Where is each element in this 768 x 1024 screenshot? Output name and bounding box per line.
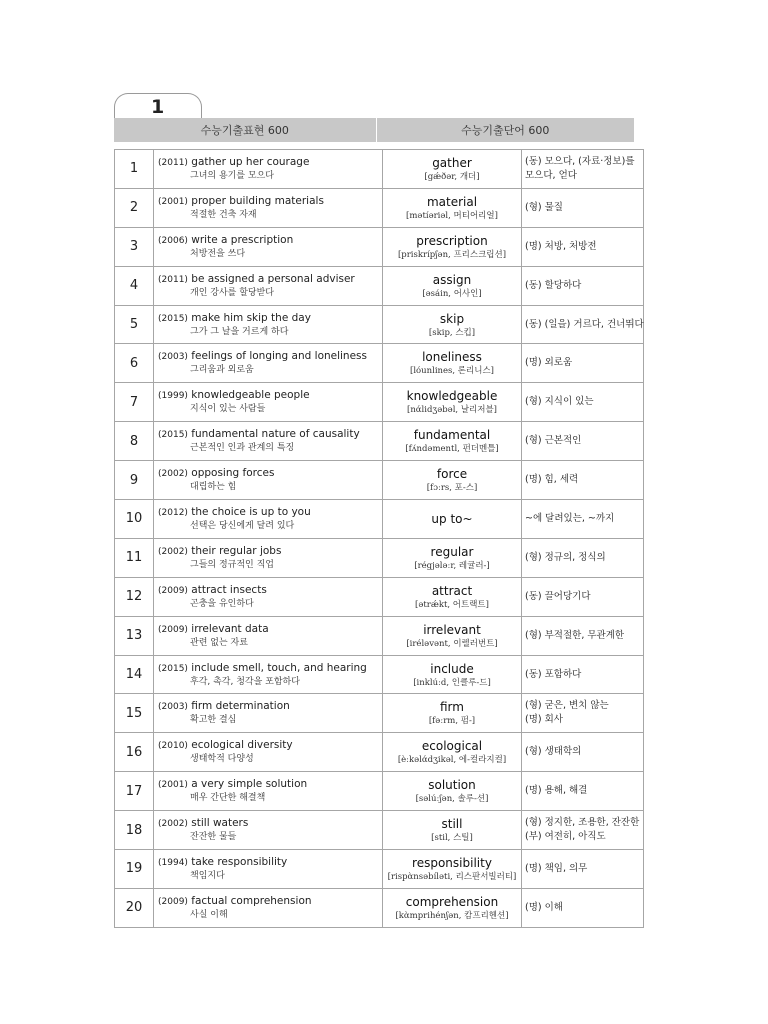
expression-cell (154, 383, 383, 422)
word-cell (383, 227, 522, 266)
headword: prescription (416, 233, 488, 248)
meaning-line: (형) 부적절한, 무관계한 (525, 629, 625, 641)
table-row (115, 305, 644, 344)
pronunciation: [rispὰnsəbíləti, 리스판서빌러티] (387, 871, 517, 882)
exam-year: (2003) (158, 702, 188, 713)
exam-year: (2002) (158, 546, 188, 557)
row-number: 19 (115, 850, 154, 889)
expression-translation: 매우 간단한 해결책 (190, 793, 266, 804)
row-number: 17 (115, 772, 154, 811)
section-number: 1 (151, 96, 165, 118)
table-header (114, 118, 634, 142)
table-row (115, 888, 644, 927)
expression-translation: 처방전을 쓰다 (190, 248, 246, 259)
row-number: 4 (115, 266, 154, 305)
exam-year: (2015) (158, 663, 188, 674)
expression-text: irrelevant data (191, 622, 269, 635)
expression-translation: 확고한 결심 (190, 715, 237, 726)
table-row (115, 655, 644, 694)
word-cell (383, 850, 522, 889)
word-cell (383, 266, 522, 305)
exam-year: (2001) (158, 780, 188, 791)
expression-cell (154, 850, 383, 889)
meaning-cell (522, 772, 644, 811)
expression-translation: 적절한 건축 자재 (190, 209, 257, 220)
exam-year: (2015) (158, 430, 188, 441)
meaning-line: (동) 할당하다 (525, 279, 582, 291)
exam-year: (2006) (158, 235, 188, 246)
expression-translation: 그들의 정규적인 직업 (190, 559, 274, 570)
exam-year: (2012) (158, 507, 188, 518)
table-row (115, 694, 644, 733)
expression-cell (154, 577, 383, 616)
exam-year: (2015) (158, 313, 188, 324)
word-cell (383, 616, 522, 655)
expression-text: their regular jobs (191, 544, 282, 557)
expression-translation: 사실 이해 (190, 909, 228, 920)
meaning-line: (명) 이해 (525, 901, 563, 913)
pronunciation: [régjələːr, 레귤러-] (414, 560, 490, 571)
meaning-line: (명) 힘, 세력 (525, 474, 579, 486)
meaning-line: (부) 여전히, 아직도 (525, 831, 606, 843)
expression-cell (154, 461, 383, 500)
meaning-cell (522, 227, 644, 266)
headword: up to~ (431, 511, 473, 526)
table-row (115, 538, 644, 577)
table-row (115, 733, 644, 772)
row-number: 11 (115, 538, 154, 577)
headword: knowledgeable (406, 389, 498, 404)
meaning-line: (명) 책임, 의무 (525, 862, 588, 874)
expression-text: still waters (191, 817, 249, 830)
table-row (115, 188, 644, 227)
expression-text: knowledgeable people (191, 389, 310, 402)
meaning-line: (형) 물질 (525, 201, 563, 213)
meaning-cell (522, 188, 644, 227)
pronunciation: [ətrǽkt, 어트랙트] (415, 599, 489, 610)
meaning-cell (522, 694, 644, 733)
expression-text: make him skip the day (191, 311, 311, 324)
meaning-line: ~에 달려있는, ~까지 (525, 512, 615, 524)
headword: irrelevant (423, 622, 481, 637)
expression-text: be assigned a personal adviser (191, 272, 355, 285)
meaning-cell (522, 305, 644, 344)
pronunciation: [fʌ́ndəmentl, 펀더멘틀] (405, 444, 499, 455)
exam-year: (2003) (158, 352, 188, 363)
meaning-cell (522, 383, 644, 422)
expression-cell (154, 344, 383, 383)
meaning-cell (522, 616, 644, 655)
expression-text: the choice is up to you (191, 505, 311, 518)
meaning-cell (522, 500, 644, 539)
expression-text: fundamental nature of causality (191, 428, 360, 441)
word-cell (383, 188, 522, 227)
expression-text: a very simple solution (191, 778, 308, 791)
row-number: 16 (115, 733, 154, 772)
exam-year: (2002) (158, 469, 188, 480)
expression-cell (154, 500, 383, 539)
word-cell (383, 422, 522, 461)
headword: firm (440, 700, 464, 715)
headword: material (426, 194, 478, 209)
headword: force (436, 467, 468, 482)
meaning-cell (522, 811, 644, 850)
meaning-line: (형) 생태학의 (525, 746, 582, 758)
row-number: 15 (115, 694, 154, 733)
headword: fundamental (413, 428, 491, 443)
expression-translation: 지식이 있는 사람들 (190, 404, 266, 415)
expression-translation: 책임지다 (190, 870, 225, 881)
pronunciation: [priskrípʃən, 프리스크립션] (397, 249, 507, 260)
expression-cell (154, 227, 383, 266)
expression-translation: 개인 강사를 할당받다 (190, 287, 274, 298)
meaning-line: (명) 회사 (525, 714, 563, 726)
meaning-cell (522, 344, 644, 383)
expression-translation: 곤충을 유인하다 (190, 598, 254, 609)
headword: ecological (421, 739, 483, 754)
word-cell (383, 500, 522, 539)
word-cell (383, 305, 522, 344)
exam-year: (2009) (158, 585, 188, 596)
word-cell (383, 694, 522, 733)
expression-text: ecological diversity (191, 739, 293, 752)
meaning-line: (명) 외로움 (525, 357, 573, 369)
headword: skip (439, 311, 465, 326)
exam-year: (2009) (158, 896, 188, 907)
pronunciation: [stil, 스틸] (431, 833, 473, 844)
table-row (115, 850, 644, 889)
meaning-line: (형) 지식이 있는 (525, 396, 594, 408)
exam-year: (2011) (158, 157, 188, 168)
pronunciation: [lóunlines, 론리니스] (410, 366, 494, 377)
table-row (115, 616, 644, 655)
meaning-line: (형) 정규의, 정식의 (525, 551, 606, 563)
meaning-line: (형) 굳은, 변치 않는 (525, 700, 609, 712)
word-cell (383, 655, 522, 694)
word-cell (383, 772, 522, 811)
expression-cell (154, 538, 383, 577)
row-number: 5 (115, 305, 154, 344)
exam-year: (2010) (158, 741, 188, 752)
expression-translation: 근본적인 인과 관계의 특징 (190, 443, 295, 454)
meaning-line: (동) 포함하다 (525, 668, 582, 680)
table-row (115, 344, 644, 383)
row-number: 3 (115, 227, 154, 266)
vocab-table (114, 149, 644, 928)
expression-text: take responsibility (191, 855, 288, 868)
expression-cell (154, 733, 383, 772)
row-number: 6 (115, 344, 154, 383)
row-number: 9 (115, 461, 154, 500)
table-row (115, 577, 644, 616)
expression-text: opposing forces (191, 467, 275, 480)
pronunciation: [səlúːʃən, 솔루-션] (415, 794, 489, 805)
pronunciation: [fɔːrs, 포-스] (426, 483, 478, 494)
row-number: 7 (115, 383, 154, 422)
headword: still (441, 817, 463, 832)
headword: attract (431, 583, 473, 598)
table-row (115, 772, 644, 811)
meaning-line: (형) 정지한, 조용한, 잔잔한 (525, 817, 640, 829)
expression-cell (154, 694, 383, 733)
meaning-line: (동) 모으다, (자료·정보)를 (525, 155, 635, 167)
expression-text: include smell, touch, and hearing (191, 661, 367, 674)
expression-translation: 그가 그 날을 거르게 하다 (190, 326, 289, 337)
pronunciation: [inklúːd, 인클루-드] (413, 677, 491, 688)
exam-year: (2009) (158, 624, 188, 635)
expression-cell (154, 772, 383, 811)
word-cell (383, 538, 522, 577)
pronunciation: [mətíəriəl, 머티어리얼] (406, 210, 498, 221)
expression-text: attract insects (191, 583, 267, 596)
headword: responsibility (412, 855, 492, 870)
table-row (115, 422, 644, 461)
expression-translation: 대립하는 힘 (190, 482, 237, 493)
row-number: 18 (115, 811, 154, 850)
word-cell (383, 461, 522, 500)
expression-cell (154, 188, 383, 227)
word-cell (383, 888, 522, 927)
meaning-line: 모으다, 얻다 (525, 169, 577, 181)
expression-translation: 그녀의 용기를 모으다 (190, 170, 274, 181)
expression-cell (154, 888, 383, 927)
meaning-line: (동) 끌어당기다 (525, 590, 591, 602)
word-cell (383, 344, 522, 383)
pronunciation: [əsáin, 어사인] (422, 288, 482, 299)
meaning-cell (522, 577, 644, 616)
expression-cell (154, 616, 383, 655)
meaning-cell (522, 888, 644, 927)
table-row (115, 811, 644, 850)
expression-translation: 선택은 당신에게 달려 있다 (190, 520, 295, 531)
headword: include (430, 661, 474, 676)
exam-year: (2001) (158, 196, 188, 207)
pronunciation: [skip, 스킵] (428, 327, 476, 338)
word-cell (383, 733, 522, 772)
headword: loneliness (422, 350, 482, 365)
expression-translation: 그리움과 외로움 (190, 365, 254, 376)
exam-year: (1994) (158, 857, 188, 868)
headword: regular (430, 544, 474, 559)
expression-translation: 잔잔한 물들 (190, 832, 237, 843)
headword: gather (432, 155, 472, 170)
word-cell (383, 811, 522, 850)
table-row (115, 266, 644, 305)
word-cell (383, 383, 522, 422)
table-row (115, 150, 644, 189)
pronunciation: [fəːrm, 펌-] (428, 716, 476, 727)
pronunciation: [kὰmprihénʃən, 캄프리헨션] (395, 910, 509, 921)
expression-cell (154, 655, 383, 694)
expression-translation: 후각, 촉각, 청각을 포함하다 (190, 676, 300, 687)
table-row (115, 383, 644, 422)
meaning-cell (522, 733, 644, 772)
table-row (115, 461, 644, 500)
meaning-cell (522, 422, 644, 461)
expression-cell (154, 266, 383, 305)
row-number: 2 (115, 188, 154, 227)
table-row (115, 227, 644, 266)
meaning-cell (522, 538, 644, 577)
expression-text: feelings of longing and loneliness (191, 350, 367, 363)
header-expressions: 수능기출표현 600 (114, 118, 377, 142)
row-number: 10 (115, 500, 154, 539)
expression-text: gather up her courage (191, 155, 310, 168)
exam-year: (2011) (158, 274, 188, 285)
header-words: 수능기출단어 600 (461, 124, 550, 137)
meaning-cell (522, 266, 644, 305)
row-number: 1 (115, 150, 154, 189)
exam-year: (2002) (158, 819, 188, 830)
row-number: 12 (115, 577, 154, 616)
expression-translation: 관련 없는 자료 (190, 637, 248, 648)
pronunciation: [èːkəlάdʒikəl, 에-컬라지컬] (397, 755, 507, 766)
meaning-line: (명) 처방, 처방전 (525, 240, 597, 252)
pronunciation: [nάlidʒəbəl, 날리저블] (407, 405, 497, 416)
pronunciation: [iréləvənt, 이렐러번트] (406, 638, 498, 649)
meaning-cell (522, 150, 644, 189)
row-number: 13 (115, 616, 154, 655)
row-number: 14 (115, 655, 154, 694)
meaning-cell (522, 461, 644, 500)
expression-cell (154, 422, 383, 461)
expression-translation: 생태학적 다양성 (190, 754, 254, 765)
expression-cell (154, 150, 383, 189)
headword: assign (432, 272, 472, 287)
meaning-cell (522, 655, 644, 694)
meaning-line: (명) 용해, 해결 (525, 785, 588, 797)
word-cell (383, 150, 522, 189)
meaning-line: (동) (일을) 거르다, 건너뛰다 (525, 318, 644, 330)
row-number: 20 (115, 888, 154, 927)
expression-text: factual comprehension (191, 894, 312, 907)
expression-cell (154, 305, 383, 344)
word-cell (383, 577, 522, 616)
expression-cell (154, 811, 383, 850)
expression-text: proper building materials (191, 194, 324, 207)
expression-text: write a prescription (191, 233, 294, 246)
exam-year: (1999) (158, 391, 188, 402)
headword: comprehension (405, 894, 499, 909)
headword: solution (428, 778, 476, 793)
meaning-cell (522, 850, 644, 889)
table-row (115, 500, 644, 539)
pronunciation: [gǽðər, 개더] (424, 171, 480, 182)
meaning-line: (형) 근본적인 (525, 435, 582, 447)
row-number: 8 (115, 422, 154, 461)
expression-text: firm determination (191, 700, 290, 713)
